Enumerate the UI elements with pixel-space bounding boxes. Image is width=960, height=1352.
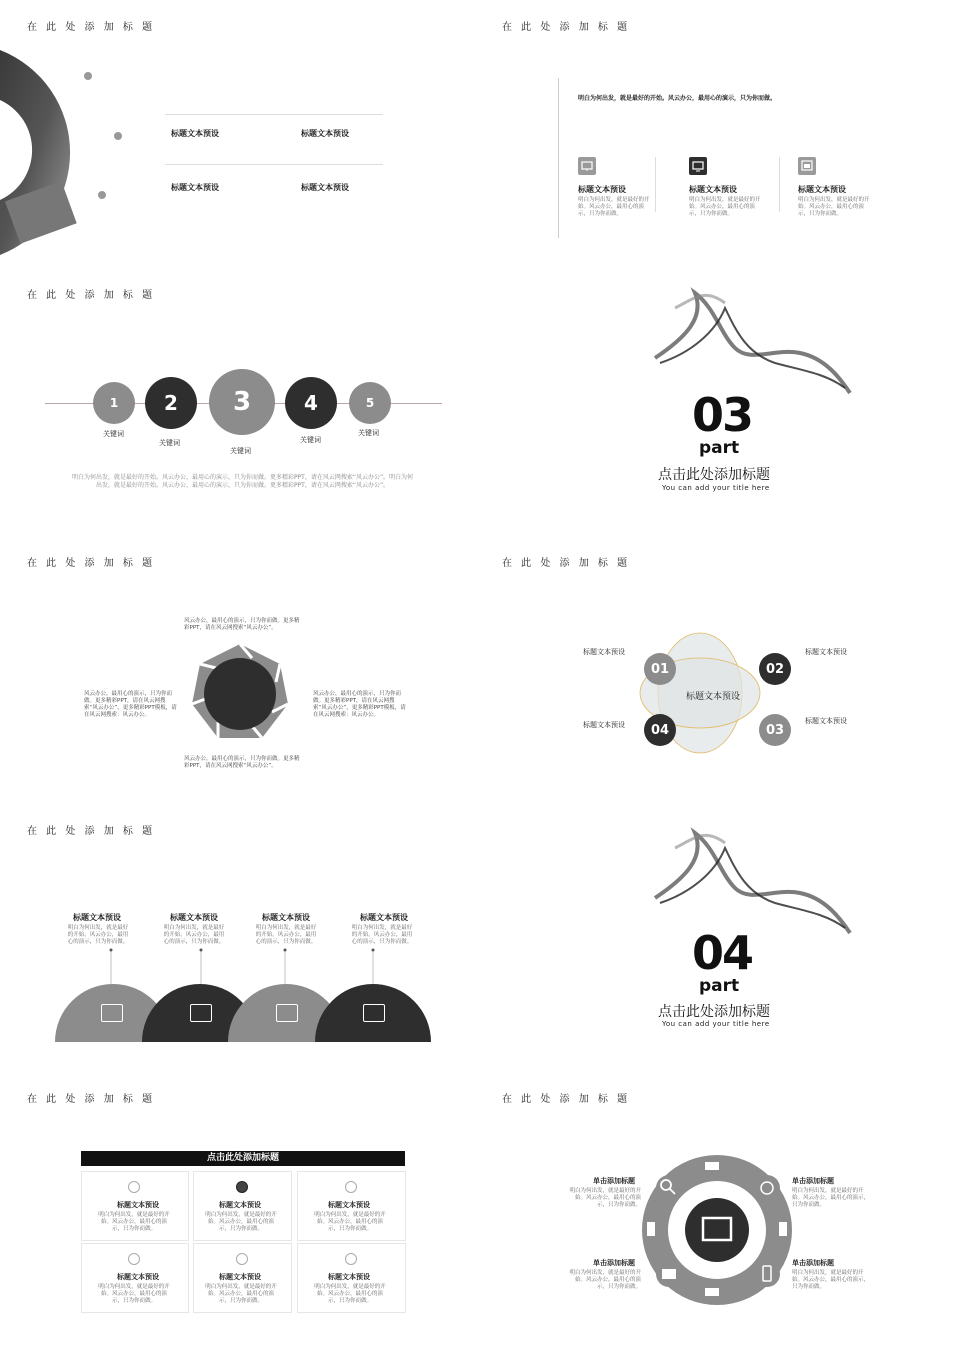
number: 04 xyxy=(650,722,670,738)
item-text: 明白为何出发，就是最好的开始。风云办公，最用心的演示，只为你而做。 xyxy=(67,925,129,945)
keyword-label: 关键词 xyxy=(358,429,379,437)
cell-title: 标题文本预设 xyxy=(328,1201,370,1209)
section-title: 点击此处添加标题 xyxy=(658,467,770,483)
keyword-label: 关键词 xyxy=(230,447,251,455)
step-number: 1 xyxy=(109,396,119,410)
number: 03 xyxy=(765,722,785,738)
slide-7 xyxy=(0,804,475,1072)
side-label: 标题文本预设 xyxy=(805,717,847,725)
keyword-label: 关键词 xyxy=(159,439,180,447)
leaf-icon xyxy=(236,1181,248,1193)
paragraph: 明白为何出发，就是最好的开始。风云办公，最用心的演示，只为你而做。更多精彩PPT，请在风云网搜索“风云办公”。明白为何出发，就是最好的开始。风云办公，最用心的演示，只为你而做。更多精彩PPT，请在风云网搜索“风云办公”。 xyxy=(71,474,414,489)
slide-5 xyxy=(0,536,475,804)
slide-9 xyxy=(0,1072,475,1340)
table-header: 点击此处添加标题 xyxy=(81,1151,405,1166)
section-subtitle: You can add your title here xyxy=(662,484,770,492)
side-label: 标题文本预设 xyxy=(583,648,625,656)
item-title: 标题文本预设 xyxy=(578,185,626,194)
cell-title: 标题文本预设 xyxy=(328,1273,370,1281)
block-title: 单击添加标题 xyxy=(593,1259,635,1267)
left-text: 风云办公，最用心的演示，只为你而做。更多精彩PPT，请在风云网搜索“风云办公”，更多精彩PPT模板，请在风云网搜索：风云办公。 xyxy=(84,691,177,718)
number-circle xyxy=(644,714,676,746)
block-text: 明白为何出发，就是最好的开始。风云办公，最用心的演示，只为你而做。 xyxy=(792,1270,870,1290)
slide-title: 在 此 处 添 加 标 题 xyxy=(27,826,156,837)
divider xyxy=(165,114,383,115)
bottom-text: 风云办公，最用心的演示，只为你而做。更多精彩PPT，请在风云网搜索“风云办公”。 xyxy=(184,756,300,769)
laptop-ring-image xyxy=(0,40,140,260)
smoke-image xyxy=(635,818,855,938)
cell-text: 明白为何出发，就是最好的开始。风云办公，最用心的演示，只为你而做。 xyxy=(205,1212,277,1232)
divider xyxy=(165,164,383,165)
number: 02 xyxy=(765,661,785,677)
leaf-icon xyxy=(345,1253,357,1265)
keyword-label: 关键词 xyxy=(300,436,321,444)
label: 标题文本预设 xyxy=(171,129,219,138)
number: 01 xyxy=(650,661,670,677)
cycle-diagram xyxy=(635,1152,800,1312)
divider xyxy=(655,157,656,212)
cell-text: 明白为何出发，就是最好的开始。风云办公，最用心的演示，只为你而做。 xyxy=(314,1212,386,1232)
number-circle xyxy=(759,714,791,746)
vertical-line xyxy=(558,78,559,238)
item-text: 明白为何出发，就是最好的开始。风云办公，最用心的演示，只为你而做。 xyxy=(163,925,225,945)
section-title: 点击此处添加标题 xyxy=(658,1004,770,1020)
slide-title: 在 此 处 添 加 标 题 xyxy=(27,22,156,33)
block-text: 明白为何出发，就是最好的开始。风云办公，最用心的演示，只为你而做。 xyxy=(569,1270,641,1290)
slide-3 xyxy=(0,268,475,536)
number-circle xyxy=(644,653,676,685)
chart-board-icon xyxy=(798,157,816,175)
slide-10 xyxy=(475,1072,950,1340)
item-title: 标题文本预设 xyxy=(798,185,846,194)
devices-icon xyxy=(276,1004,298,1022)
cell-title: 标题文本预设 xyxy=(117,1201,159,1209)
cell-text: 明白为何出发，就是最好的开始。风云办公，最用心的演示，只为你而做。 xyxy=(314,1284,386,1304)
smoke-image xyxy=(635,278,855,398)
part-number: 03 xyxy=(692,388,753,442)
leaf-icon xyxy=(345,1181,357,1193)
heptagon-diagram xyxy=(190,642,290,746)
presentation-icon xyxy=(578,157,596,175)
leaf-icon xyxy=(236,1253,248,1265)
step-number: 2 xyxy=(164,391,178,415)
keyword-label: 关键词 xyxy=(103,430,124,438)
block-text: 明白为何出发，就是最好的开始。风云办公，最用心的演示，只为你而做。 xyxy=(569,1188,641,1208)
cell-title: 标题文本预设 xyxy=(117,1273,159,1281)
slide-title: 在 此 处 添 加 标 题 xyxy=(27,290,156,301)
block-title: 单击添加标题 xyxy=(792,1177,834,1185)
center-label: 标题文本预设 xyxy=(686,692,741,702)
item-text: 明白为何出发，就是最好的开始。风云办公，最用心的演示，只为你而做。 xyxy=(255,925,317,945)
slide-title: 在 此 处 添 加 标 题 xyxy=(502,558,631,569)
item-title: 标题文本预设 xyxy=(73,913,121,922)
cell-text: 明白为何出发，就是最好的开始。风云办公，最用心的演示，只为你而做。 xyxy=(98,1212,170,1232)
devices-icon xyxy=(101,1004,123,1022)
leaf-icon xyxy=(128,1253,140,1265)
semicircle-diagram xyxy=(50,944,440,1054)
slide-6 xyxy=(475,536,950,804)
step-number: 5 xyxy=(365,396,375,410)
slide-4 xyxy=(475,268,950,536)
part-number: 04 xyxy=(692,926,753,980)
label: 标题文本预设 xyxy=(301,183,349,192)
slide-8 xyxy=(475,804,950,1072)
slide-2 xyxy=(475,0,950,268)
item-title: 标题文本预设 xyxy=(360,913,408,922)
step-circle xyxy=(145,377,197,429)
block-title: 单击添加标题 xyxy=(792,1259,834,1267)
step-circle xyxy=(349,382,391,424)
top-text: 风云办公，最用心的演示，只为你而做。更多精彩PPT，请在风云网搜索“风云办公”。 xyxy=(184,618,300,631)
item-text: 明白为何出发，就是最好的开始。风云办公，最用心的演示，只为你而做。 xyxy=(578,197,650,217)
leaf-icon xyxy=(128,1181,140,1193)
item-title: 标题文本预设 xyxy=(262,913,310,922)
item-text: 明白为何出发，就是最好的开始。风云办公，最用心的演示，只为你而做。 xyxy=(798,197,870,217)
step-number: 3 xyxy=(232,387,252,417)
step-circle xyxy=(209,369,275,435)
section-subtitle: You can add your title here xyxy=(662,1020,770,1028)
step-circle xyxy=(285,377,337,429)
cell-text: 明白为何出发，就是最好的开始。风云办公，最用心的演示，只为你而做。 xyxy=(205,1284,277,1304)
slide-title: 在 此 处 添 加 标 题 xyxy=(27,558,156,569)
block-title: 单击添加标题 xyxy=(593,1177,635,1185)
label: 标题文本预设 xyxy=(301,129,349,138)
slide-1 xyxy=(0,0,475,268)
step-number: 4 xyxy=(304,391,318,415)
item-title: 标题文本预设 xyxy=(170,913,218,922)
intro-text: 明白为何出发，就是最好的开始。风云办公，最用心的演示，只为你而做。 xyxy=(578,95,777,102)
part-label: part xyxy=(699,976,740,996)
slide-title: 在 此 处 添 加 标 题 xyxy=(502,22,631,33)
cell-title: 标题文本预设 xyxy=(219,1273,261,1281)
item-title: 标题文本预设 xyxy=(689,185,737,194)
cell-title: 标题文本预设 xyxy=(219,1201,261,1209)
monitor-icon xyxy=(689,157,707,175)
slide-title: 在 此 处 添 加 标 题 xyxy=(27,1094,156,1105)
side-label: 标题文本预设 xyxy=(805,648,847,656)
side-label: 标题文本预设 xyxy=(583,721,625,729)
divider xyxy=(779,157,780,212)
part-label: part xyxy=(699,438,740,458)
cell-text: 明白为何出发，就是最好的开始。风云办公，最用心的演示，只为你而做。 xyxy=(98,1284,170,1304)
item-text: 明白为何出发，就是最好的开始。风云办公，最用心的演示，只为你而做。 xyxy=(689,197,761,217)
devices-icon xyxy=(363,1004,385,1022)
item-text: 明白为何出发，就是最好的开始。风云办公，最用心的演示，只为你而做。 xyxy=(351,925,413,945)
block-text: 明白为何出发，就是最好的开始。风云办公，最用心的演示，只为你而做。 xyxy=(792,1188,870,1208)
right-text: 风云办公，最用心的演示，只为你而做。更多精彩PPT，请在风云网搜索“风云办公”，更多精彩PPT模板，请在风云网搜索：风云办公。 xyxy=(313,691,406,718)
devices-icon xyxy=(190,1004,212,1022)
slide-title: 在 此 处 添 加 标 题 xyxy=(502,1094,631,1105)
number-circle xyxy=(759,653,791,685)
label: 标题文本预设 xyxy=(171,183,219,192)
step-circle xyxy=(93,382,135,424)
